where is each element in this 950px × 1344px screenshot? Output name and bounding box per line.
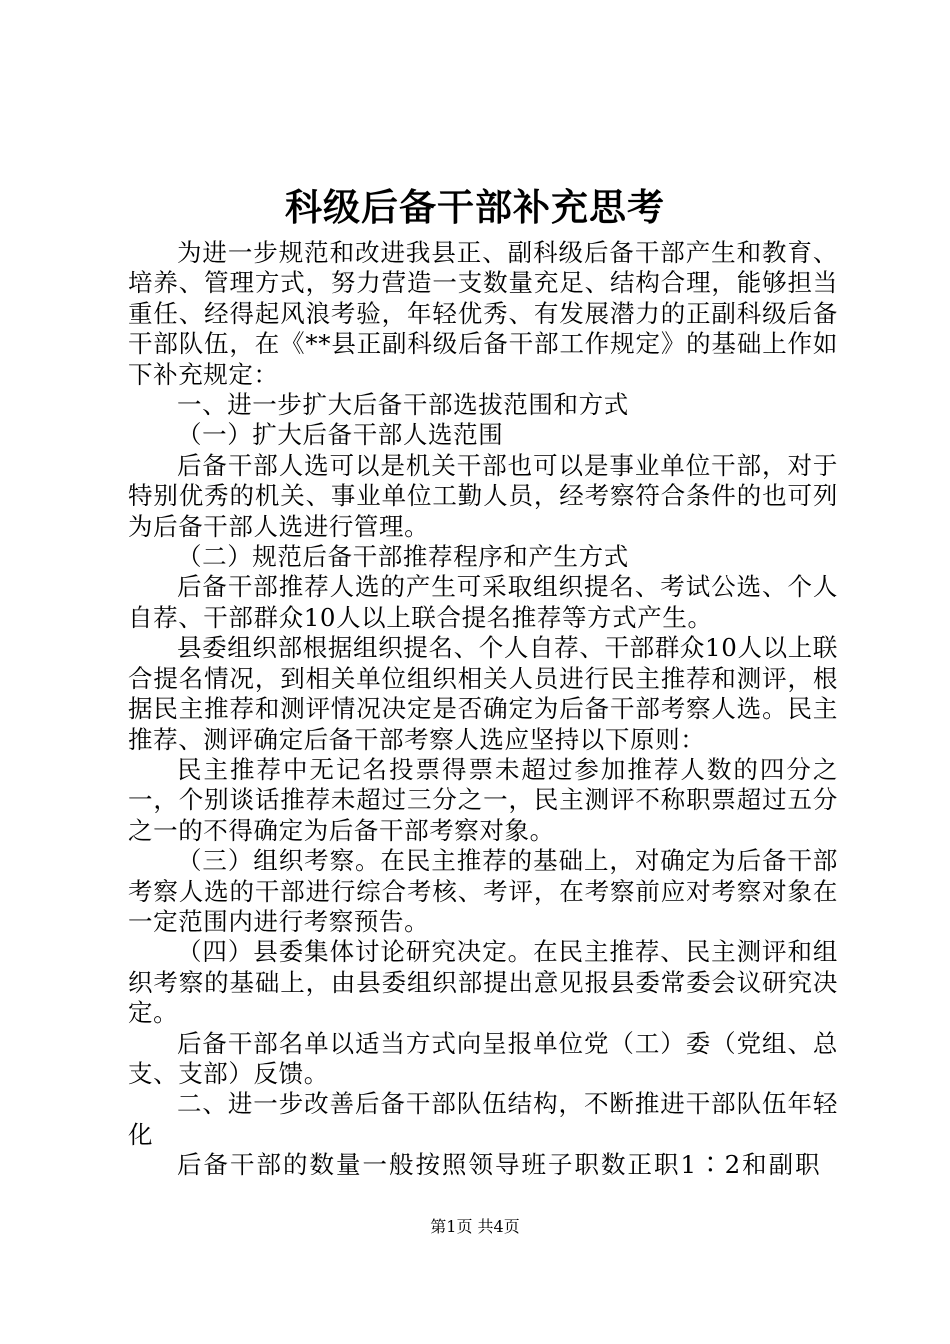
paragraph: 民主推荐中无记名投票得票未超过参加推荐人数的四分之一，个别谈话推荐未超过三分之一，民主测评不称职票超过五分之一的不得确定为后备干部考察对象。 (128, 754, 838, 845)
document-title: 科级后备干部补充思考 (285, 186, 665, 229)
paragraph: 县委组织部根据组织提名、个人自荐、干部群众10人以上联合提名情况，到相关单位组织相关人员进行民主推荐和测评，根据民主推荐和测评情况决定是否确定为后备干部考察人选。民主推荐、测评确定后备干部考察人选应坚持以下原则： (128, 633, 838, 754)
paragraph: 后备干部推荐人选的产生可采取组织提名、考试公选、个人自荐、干部群众10人以上联合提名推荐等方式产生。 (128, 572, 838, 632)
subsection-heading-2: （二）规范后备干部推荐程序和产生方式 (177, 542, 629, 572)
paragraph-intro: 为进一步规范和改进我县正、副科级后备干部产生和教育、培养、管理方式，努力营造一支数量充足、结构合理，能够担当重任、经得起风浪考验，年轻优秀、有发展潜力的正副科级后备干部队伍，在《**县正副科级后备干部工作规定》的基础上作如下补充规定： (128, 238, 838, 389)
paragraph: （四）县委集体讨论研究决定。在民主推荐、民主测评和组织考察的基础上，由县委组织部提出意见报县委常委会议研究决定。 (128, 937, 838, 1028)
page-footer: 第1页 共4页 (430, 1217, 520, 1236)
document-body (128, 238, 838, 1181)
paragraph: 后备干部人选可以是机关干部也可以是事业单位干部，对于特别优秀的机关、事业单位工勤人员，经考察符合条件的也可列为后备干部人选进行管理。 (128, 450, 838, 541)
paragraph: （三）组织考察。在民主推荐的基础上，对确定为后备干部考察人选的干部进行综合考核、考评，在考察前应对考察对象在一定范围内进行考察预告。 (128, 846, 838, 936)
section-heading-1: 一、进一步扩大后备干部选拔范围和方式 (177, 390, 629, 420)
section-heading-2: 二、进一步改善后备干部队伍结构，不断推进干部队伍年轻化 (128, 1089, 838, 1149)
paragraph: 后备干部名单以适当方式向呈报单位党（工）委（党组、总支、支部）反馈。 (128, 1028, 838, 1088)
subsection-heading-1: （一）扩大后备干部人选范围 (177, 420, 504, 450)
paragraph: 后备干部的数量一般按照领导班子职数正职1∶2和副职 (177, 1150, 822, 1180)
